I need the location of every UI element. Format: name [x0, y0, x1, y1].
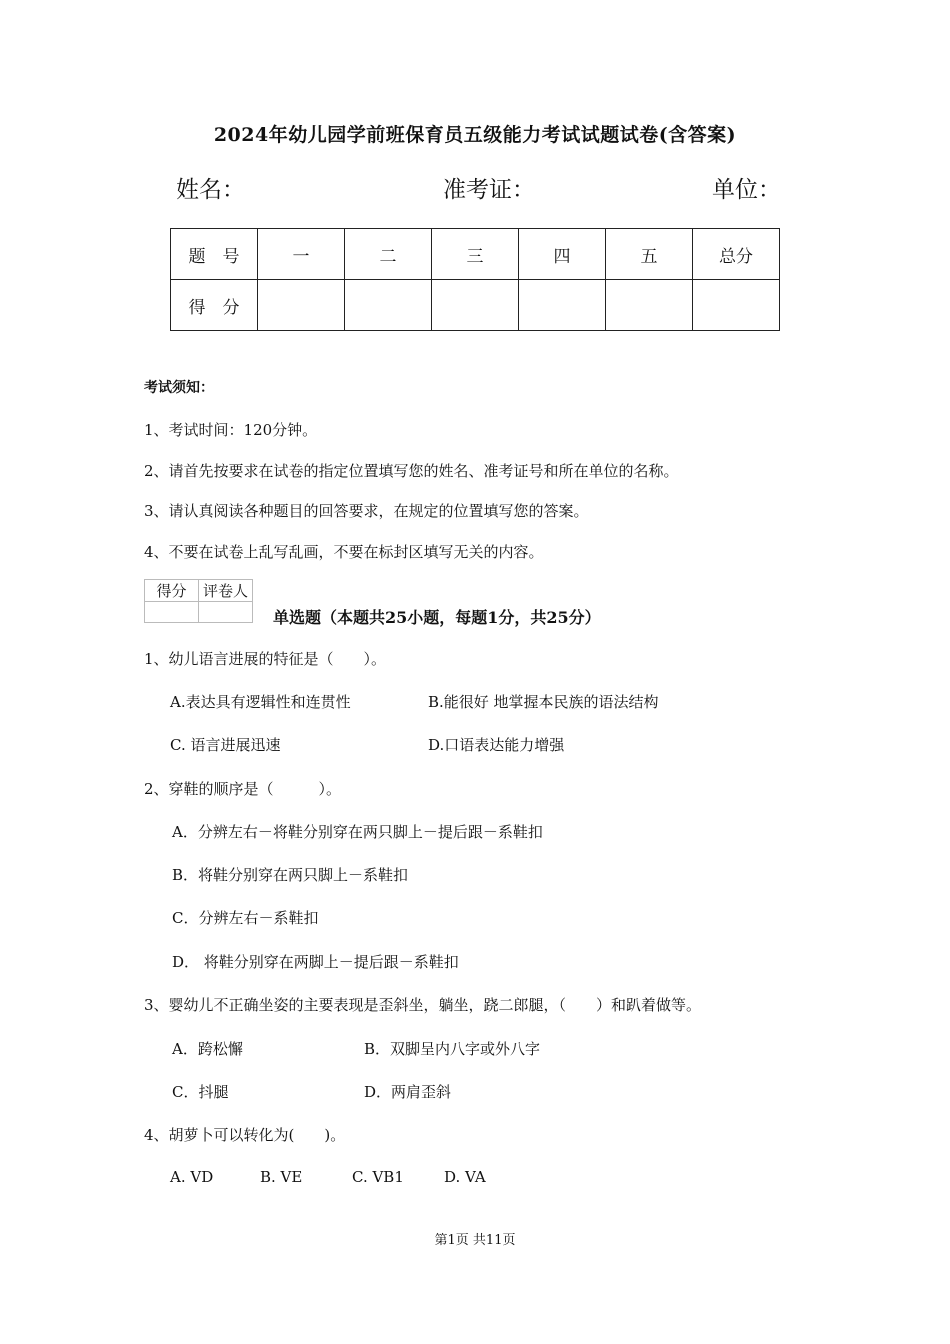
grader-name-cell[interactable]: [199, 602, 253, 623]
question-text: 4、胡萝卜可以转化为( )。: [144, 1126, 346, 1144]
score-table-cell: 二: [345, 229, 432, 280]
score-table-cell: 一: [258, 229, 345, 280]
notice-item: 1、考试时间：120分钟。: [144, 421, 318, 439]
grader-name-label: 评卷人: [199, 580, 253, 602]
question-option: A. VD: [170, 1168, 214, 1186]
grader-score-cell[interactable]: [145, 602, 199, 623]
question-text: 3、婴幼儿不正确坐姿的主要表现是歪斜坐，躺坐，跷二郎腿，（ ）和趴着做等。: [144, 996, 702, 1014]
question-option: C．分辨左右－系鞋扣: [172, 909, 319, 927]
question-text: 2、穿鞋的顺序是（ ）。: [144, 780, 342, 798]
score-table-header-row: [171, 229, 780, 280]
question-option: B．双脚呈内八字或外八字: [364, 1040, 541, 1058]
score-table-cell: 三: [432, 229, 519, 280]
question-text: 1、幼儿语言进展的特征是（ ）。: [144, 650, 387, 668]
score-input-cell[interactable]: [258, 280, 345, 331]
score-input-cell[interactable]: [519, 280, 606, 331]
question-option: B.能很好 地掌握本民族的语法结构: [428, 693, 659, 711]
question-option: C. VB1: [352, 1168, 404, 1186]
question-option: B．将鞋分别穿在两只脚上－系鞋扣: [172, 866, 409, 884]
grader-score-label: 得分: [145, 580, 199, 602]
score-input-cell[interactable]: [345, 280, 432, 331]
section-title: 单选题（本题共25小题，每题1分，共25分）: [273, 608, 601, 627]
score-input-cell[interactable]: [606, 280, 693, 331]
unit-field-label: 单位：: [712, 177, 781, 203]
score-table-cell: 四: [519, 229, 606, 280]
score-input-cell[interactable]: [432, 280, 519, 331]
exam-id-field-label: 准考证：: [443, 177, 535, 203]
score-input-cell[interactable]: [693, 280, 780, 331]
notice-item: 2、请首先按要求在试卷的指定位置填写您的姓名、准考证号和所在单位的名称。: [144, 462, 679, 480]
question-option: B. VE: [260, 1168, 303, 1186]
question-option: D． 将鞋分别穿在两脚上－提后跟－系鞋扣: [172, 953, 459, 971]
name-field-label: 姓名：: [176, 177, 245, 203]
question-option: C. 语言进展迅速: [170, 736, 281, 754]
score-table-cell: 得 分: [171, 280, 258, 331]
score-table-cell: 五: [606, 229, 693, 280]
question-option: D.口语表达能力增强: [428, 736, 565, 754]
score-table: [170, 228, 780, 331]
page-footer: 第1页 共11页: [434, 1233, 516, 1248]
notice-heading: 考试须知：: [144, 380, 214, 396]
notice-item: 4、不要在试卷上乱写乱画，不要在标封区填写无关的内容。: [144, 543, 544, 561]
question-option: A.表达具有逻辑性和连贯性: [170, 693, 351, 711]
grader-box: [144, 579, 253, 623]
score-table-cell: 题 号: [171, 229, 258, 280]
question-option: C．抖腿: [172, 1083, 229, 1101]
question-option: A．分辨左右－将鞋分别穿在两只脚上－提后跟－系鞋扣: [172, 823, 543, 841]
question-option: D．两肩歪斜: [364, 1083, 452, 1101]
document-title: 2024年幼儿园学前班保育员五级能力考试试题试卷(含答案): [213, 124, 737, 146]
question-option: A．跨松懈: [172, 1040, 243, 1058]
notice-item: 3、请认真阅读各种题目的回答要求，在规定的位置填写您的答案。: [144, 502, 589, 520]
score-table-score-row: [171, 280, 780, 331]
score-table-cell: 总分: [693, 229, 780, 280]
question-option: D. VA: [444, 1168, 486, 1186]
